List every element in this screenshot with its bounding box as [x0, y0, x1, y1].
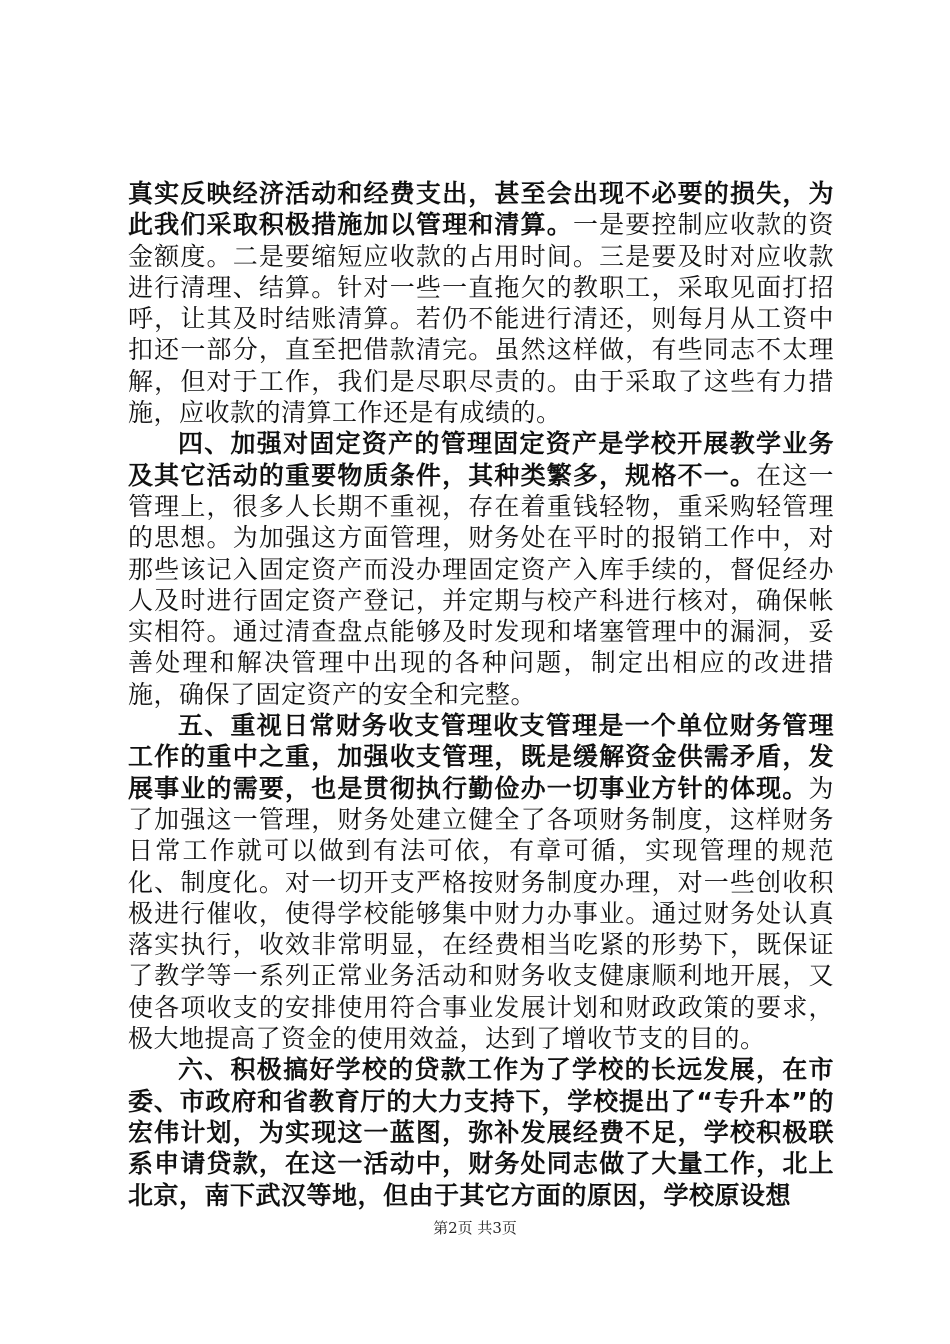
page-number-footer: 第2页 共3页 [433, 1219, 517, 1237]
document-body [128, 178, 834, 1211]
paragraph-loans [128, 1054, 834, 1210]
paragraph-daily-finance [128, 710, 834, 1054]
paragraph-lead-text: 真实反映经济活动和经费支出，甚至会出现不必要的损失，为此我们采取积极措施加以管理和清算。 [128, 179, 834, 240]
paragraph-lead-text: 六、积极搞好学校的贷款工作为了学校的长远发展，在市委、市政府和省教育厅的大力支持下，学校提出了“专升本”的宏伟计划，为实现这一蓝图，弥补发展经费不足，学校积极联系申请贷款，在这一活动中，财务处同志做了大量工作，北上北京，南下武汉等地，但由于其它方面的原因，学校原设想 [128, 1055, 834, 1210]
paragraph-receivables-cont [128, 178, 834, 428]
paragraph-fixed-assets [128, 428, 834, 710]
paragraph-lead-text: 四、加强对固定资产的管理固定资产是学校开展教学业务及其它活动的重要物质条件，其种类繁多，规格不一。 [128, 429, 834, 490]
paragraph-body-text: 在这一管理上，很多人长期不重视，存在着重钱轻物，重采购轻管理的思想。为加强这方面管理，财务处在平时的报销工作中，对那些该记入固定资产而没办理固定资产入库手续的，督促经办人及时进行固定资产登记，并定期与校产科进行核对，确保帐实相符。通过清查盘点能够及时发现和堵塞管理中的漏洞，妥善处理和解决管理中出现的各种问题，制定出相应的改进措施，确保了固定资产的安全和完整。 [128, 460, 834, 709]
paragraph-body-text: 一是要控制应收款的资金额度。二是要缩短应收款的占用时间。三是要及时对应收款进行清理、结算。针对一些一直拖欠的教职工，采取见面打招呼，让其及时结账清算。若仍不能进行清还，则每月从工资中扣还一部分，直至把借款清完。虽然这样做，有些同志不太理解，但对于工作，我们是尽职尽责的。由于采取了这些有力措施，应收款的清算工作还是有成绩的。 [128, 210, 834, 428]
paragraph-body-text: 为了加强这一管理，财务处建立健全了各项财务制度，这样财务日常工作就可以做到有法可依，有章可循，实现管理的规范化、制度化。对一切开支严格按财务制度办理，对一些创收积极进行催收，使得学校能够集中财力办事业。通过财务处认真落实执行，收效非常明显，在经费相当吃紧的形势下，既保证了教学等一系列正常业务活动和财务收支健康顺利地开展，又使各项收支的安排使用符合事业发展计划和财政政策的要求，极大地提高了资金的使用效益，达到了增收节支的目的。 [128, 773, 834, 1054]
paragraph-lead-text: 五、重视日常财务收支管理收支管理是一个单位财务管理工作的重中之重，加强收支管理，既是缓解资金供需矛盾，发展事业的需要，也是贯彻执行勤俭办一切事业方针的体现。 [128, 711, 834, 803]
